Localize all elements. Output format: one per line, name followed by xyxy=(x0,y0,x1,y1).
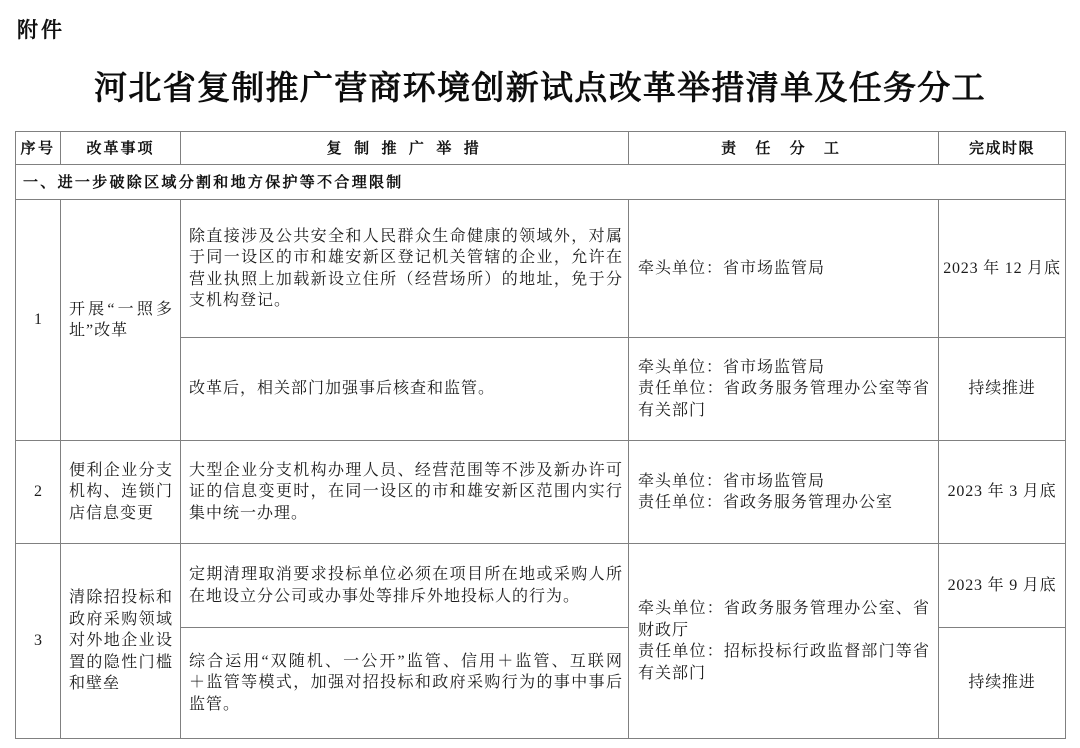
deadline-cell: 持续推进 xyxy=(939,628,1066,739)
section-heading: 一、进一步破除区域分割和地方保护等不合理限制 xyxy=(16,165,1066,200)
text-line: 财政厅 xyxy=(638,621,690,639)
header-deadline: 完成时限 xyxy=(939,132,1066,165)
text-line: 在地设立分公司或办事处等排斥外地投标人的行为。 xyxy=(189,587,581,605)
text-line: 置的隐性门槛 xyxy=(69,653,173,671)
reform-item xyxy=(61,441,181,544)
text-line: 责任单位：招标投标行政监督部门等省 xyxy=(638,643,930,660)
measure-cell xyxy=(181,544,629,628)
text-line: 对外地企业设 xyxy=(69,632,173,650)
text-line: 政府采购领域 xyxy=(69,610,173,628)
measure-cell xyxy=(181,628,629,739)
text-line: 便利企业分支 xyxy=(69,461,173,479)
text-line: 有关部门 xyxy=(638,401,707,419)
deadline-cell: 2023 年 3 月底 xyxy=(939,441,1066,544)
header-measures: 复 制 推 广 举 措 xyxy=(181,132,629,165)
table-body xyxy=(16,165,1066,739)
section-row xyxy=(16,165,1066,200)
measure-cell xyxy=(181,200,629,338)
text-line: 牵头单位：省市场监管局 xyxy=(638,358,826,376)
text-line: 责任单位：省政务服务管理办公室 xyxy=(638,494,894,511)
reform-item xyxy=(61,200,181,441)
responsibility-cell xyxy=(629,441,939,544)
text-line: 牵头单位：省市场监管局 xyxy=(638,472,826,490)
table-row xyxy=(16,544,1066,628)
header-row xyxy=(16,132,1066,165)
attachment-label: 附件 xyxy=(17,18,65,42)
text-line: 开展“一照多 xyxy=(69,300,173,318)
text-line: 址”改革 xyxy=(69,322,129,339)
text-line: 店信息变更 xyxy=(69,504,155,522)
table-row xyxy=(16,200,1066,338)
text-line: 定期清理取消要求投标单位必须在项目所在地或采购人所 xyxy=(189,566,623,583)
measure-cell xyxy=(181,441,629,544)
text-line: 于同一设区的市和雄安新区登记机关管辖的企业，允许在 xyxy=(189,249,623,266)
header-reform-item: 改革事项 xyxy=(61,132,181,165)
text-line: 改革后，相关部门加强事后核查和监管。 xyxy=(189,380,496,398)
text-line: 营业执照上加载新设立住所（经营场所）的地址，免于分 xyxy=(189,270,623,288)
document-title: 河北省复制推广营商环境创新试点改革举措清单及任务分工 xyxy=(94,68,986,107)
row-number: 1 xyxy=(16,200,61,441)
header-responsibility: 责 任 分 工 xyxy=(629,132,939,165)
responsibility-cell xyxy=(629,338,939,441)
responsibility-cell xyxy=(629,200,939,338)
text-line: 综合运用“双随机、一公开”监管、信用＋监管、互联网 xyxy=(189,652,623,670)
text-line: 支机构登记。 xyxy=(189,292,292,309)
deadline-cell: 持续推进 xyxy=(939,338,1066,441)
text-line: 牵头单位：省市场监管局 xyxy=(638,259,826,277)
reform-item xyxy=(61,544,181,739)
header-no: 序号 xyxy=(16,132,61,165)
text-line: 证的信息变更时，在同一设区的市和雄安新区范围内实行 xyxy=(189,483,623,501)
table-row xyxy=(16,441,1066,544)
text-line: 清除招投标和 xyxy=(69,589,173,607)
text-line: 监管。 xyxy=(189,695,241,713)
row-number: 3 xyxy=(16,544,61,739)
text-line: 集中统一办理。 xyxy=(189,504,309,522)
text-line: 大型企业分支机构办理人员、经营范围等不涉及新办许可 xyxy=(189,461,623,479)
text-line: 责任单位：省政务服务管理办公室等省 xyxy=(638,380,930,398)
text-line: 机构、连锁门 xyxy=(69,483,173,501)
deadline-cell: 2023 年 12 月底 xyxy=(939,200,1066,338)
text-line: 除直接涉及公共安全和人民群众生命健康的领域外，对属 xyxy=(189,227,623,245)
text-line: 有关部门 xyxy=(638,664,707,682)
row-number: 2 xyxy=(16,441,61,544)
responsibility-cell xyxy=(629,544,939,739)
text-line: 牵头单位：省政务服务管理办公室、省 xyxy=(638,600,930,617)
deadline-cell: 2023 年 9 月底 xyxy=(939,544,1066,628)
table-head xyxy=(16,132,1066,165)
reform-measures-table xyxy=(15,131,1066,739)
text-line: 和壁垒 xyxy=(69,675,121,693)
text-line: ＋监管等模式，加强对招投标和政府采购行为的事中事后 xyxy=(189,674,623,692)
measure-cell xyxy=(181,338,629,441)
